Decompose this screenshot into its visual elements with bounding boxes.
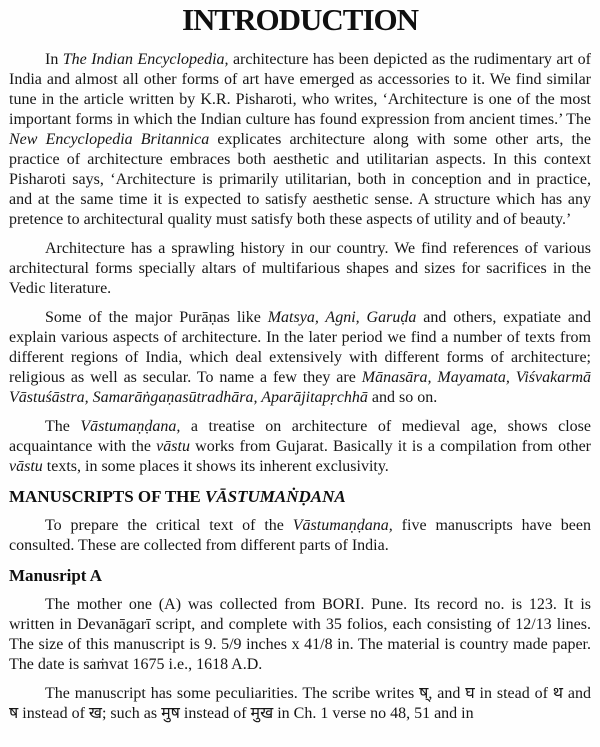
- paragraph: [9, 684, 591, 724]
- text-run: MANUSCRIPTS OF THE: [9, 487, 205, 506]
- italic-run: Vāstumaṇḍana,: [80, 418, 181, 435]
- text-run: The manuscript has some peculiarities. The scribe writes ष्, and घ in stead of थ and ष instead of ख; such as मुष instead of मुख in Ch. 1 verse no 48, 51 and in: [9, 685, 591, 722]
- text-run: a treatise on architecture of medieval age, shows close acquaintance with the: [9, 418, 591, 455]
- text-run: In: [45, 51, 63, 68]
- section-heading: [9, 486, 591, 507]
- italic-run: Mānasāra, Mayamata, Viśvakarmā Vāstuśāstra, Samarāṅgaṇasūtradhāra, Aparājitapṛchhā: [9, 369, 592, 406]
- text-run: architecture has been depicted as the rudimentary art of India and almost all other forms of art have emerged as accessories to it. We find similar tune in the article written by K.R. Pisharoti, who writes, ‘Architecture is one of the most important forms in which the Indian culture has found expression from ancient times.’ The: [9, 51, 592, 128]
- text-run: Manusript A: [9, 566, 103, 585]
- manuscript-subheading: [9, 565, 591, 586]
- text-run: works from Gujarat. Basically it is a compilation from other: [189, 438, 591, 455]
- text-run: To prepare the critical text of the: [45, 517, 293, 534]
- italic-run: Matsya, Agni, Garuḍa: [267, 309, 417, 326]
- paragraph: [9, 417, 591, 477]
- italic-run: vāstu: [9, 458, 43, 475]
- italic-run: vāstu: [156, 438, 190, 455]
- text-run: explicates architecture along with some other arts, the practice of architecture embraces both aesthetic and utilitarian aspects. In this context Pisharoti says, ‘Architecture is primarily utilitarian, both in conception and in practice, and at the same time it is expected to satisfy aesthetic sense. A structure which has any pretence to architectural quality must satisfy both these aspects of utility and of beauty.’: [9, 131, 592, 228]
- italic-run: New Encyclopedia Britannica: [9, 131, 210, 148]
- italic-run: VĀSTUMAṄḌANA: [205, 487, 346, 506]
- paragraph: [9, 516, 591, 556]
- page-title: INTRODUCTION: [181, 2, 419, 37]
- text-run: texts, in some places it shows its inherent exclusivity.: [42, 458, 389, 475]
- page-body: [9, 50, 591, 724]
- paragraph: [9, 50, 591, 230]
- text-run: and so on.: [367, 389, 438, 406]
- text-run: and others, expatiate and explain various aspects of architecture. In the later period we find a number of texts from different regions of India, which deal extensively with different forms of architecture; religious as well as secular. To name a few they are: [9, 309, 592, 386]
- paragraph: [9, 308, 591, 408]
- text-run: five manuscripts have been consulted. These are collected from different parts of India.: [9, 517, 591, 554]
- paragraph: [9, 595, 591, 675]
- text-run: Some of the major Purāṇas like: [45, 309, 268, 326]
- text-run: The mother one (A) was collected from BORI. Pune. Its record no. is 123. It is written in Devanāgarī script, and complete with 35 folios, each consisting of 12/13 lines. The size of this manuscript is 9. 5/9 inches x 41/8 in. The material is country made paper. The date is saṁvat 1675 i.e., 1618 A.D.: [9, 596, 591, 673]
- text-run: The: [45, 418, 81, 435]
- italic-run: Vāstumaṇḍana,: [292, 517, 393, 534]
- paragraph: [9, 239, 591, 299]
- text-run: Architecture has a sprawling history in our country. We find references of various architectural forms specially altars of multifarious shapes and sizes for sacrifices in the Vedic literature.: [9, 240, 591, 297]
- italic-run: The Indian Encyclopedia,: [62, 51, 229, 68]
